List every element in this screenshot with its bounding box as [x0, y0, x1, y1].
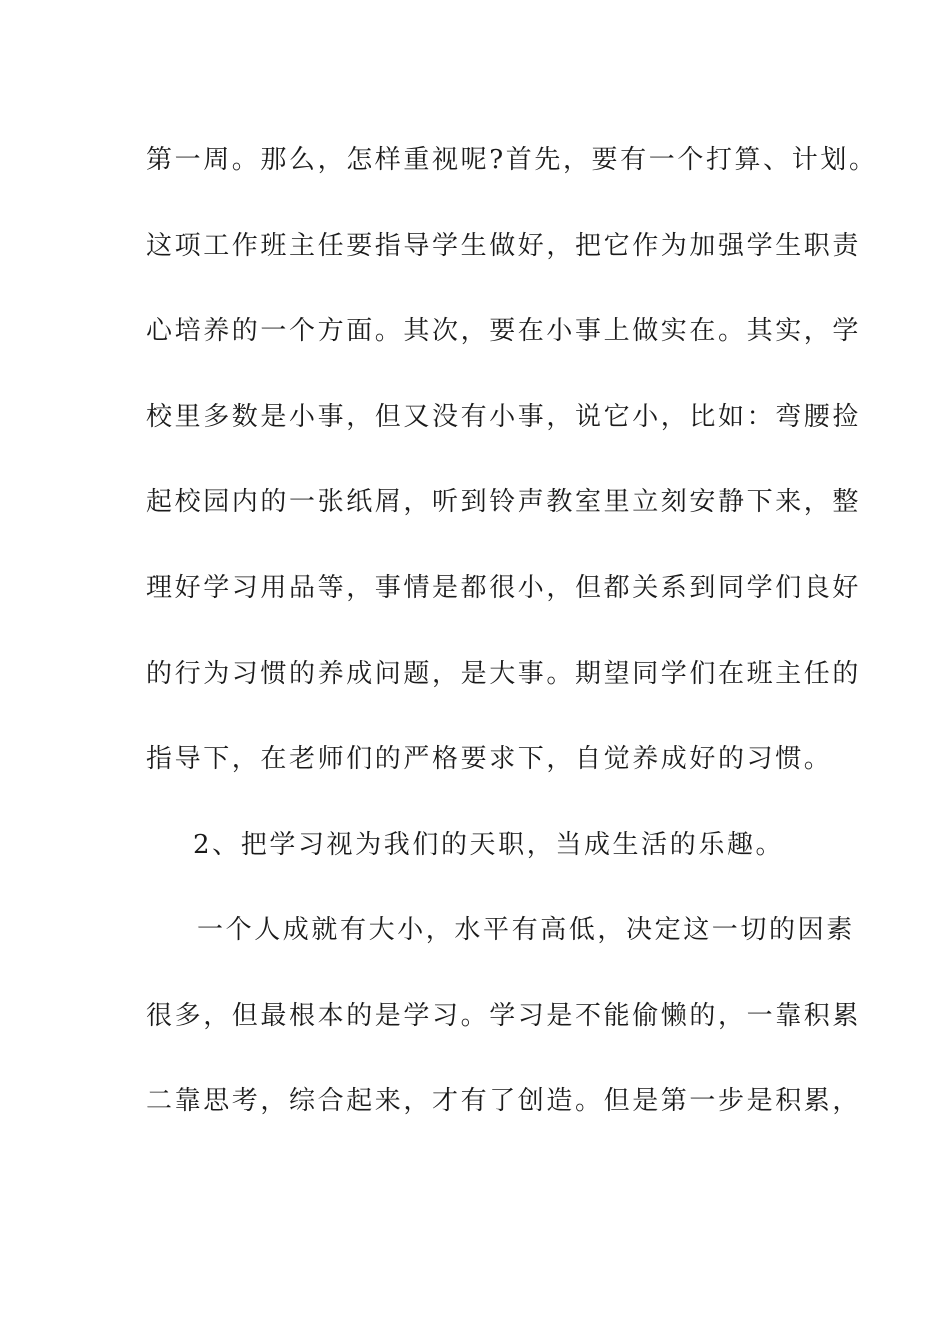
body-text-line: 一个人成就有大小，水平有高低，决定这一切的因素: [197, 915, 855, 945]
body-text-line: 校里多数是小事，但又没有小事，说它小，比如：弯腰捡: [146, 402, 862, 432]
body-text-line: 很多，但最根本的是学习。学习是不能偷懒的，一靠积累: [146, 1001, 862, 1031]
body-text-line: 指导下，在老师们的严格要求下，自觉养成好的习惯。: [146, 744, 833, 774]
body-text-line: 这项工作班主任要指导学生做好，把它作为加强学生职责: [146, 231, 862, 261]
body-text-line: 的行为习惯的养成问题，是大事。期望同学们在班主任的: [146, 659, 862, 689]
body-text-line: 心培养的一个方面。其次，要在小事上做实在。其实，学: [146, 316, 862, 346]
body-text-line: 起校园内的一张纸屑，听到铃声教室里立刻安静下来，整: [146, 487, 862, 517]
body-text-line: 理好学习用品等，事情是都很小，但都关系到同学们良好: [146, 573, 862, 603]
body-text-line: 第一周。那么，怎样重视呢?首先，要有一个打算、计划。: [146, 145, 878, 175]
body-text-line: 二靠思考，综合起来，才有了创造。但是第一步是积累，: [146, 1086, 862, 1116]
section-heading: 2、把学习视为我们的天职，当成生活的乐趣。: [193, 830, 785, 860]
